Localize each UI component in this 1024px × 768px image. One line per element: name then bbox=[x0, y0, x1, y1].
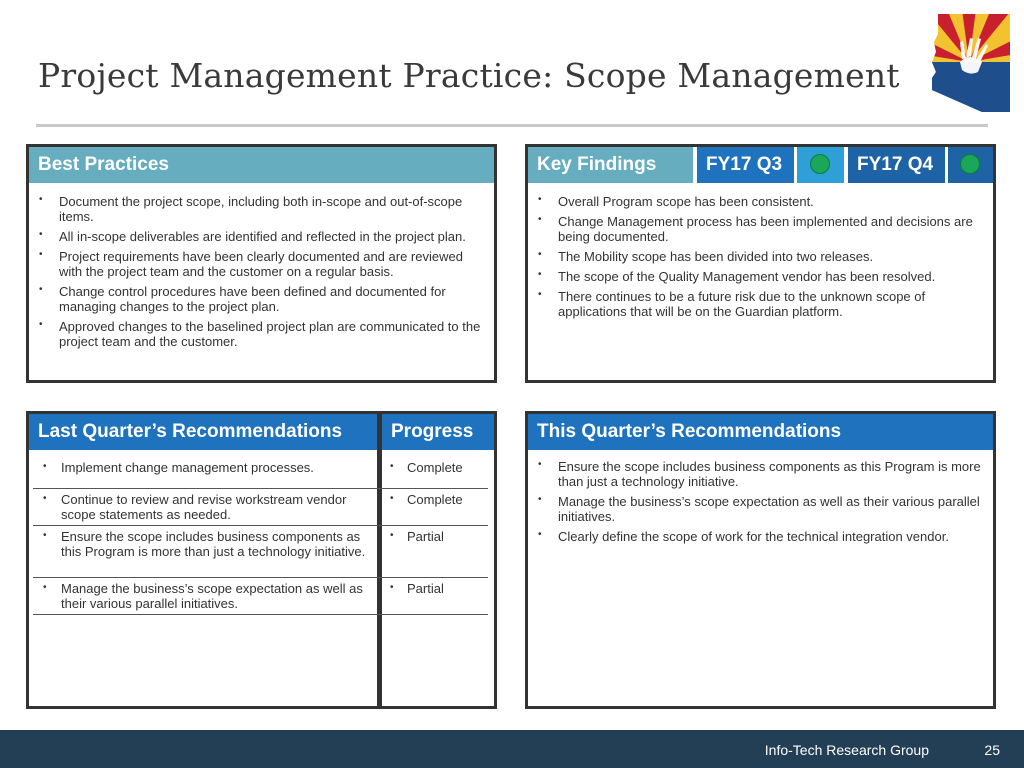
recommendation-text: Implement change management processes. bbox=[61, 460, 314, 475]
list-item: • Ensure the scope includes business components as this Program is more than just a technology initiative. bbox=[530, 459, 990, 489]
fy17-q4-label: FY17 Q4 bbox=[848, 147, 945, 183]
recommendation-text: Ensure the scope includes business components as this Program is more than just a technology initiative. bbox=[61, 528, 366, 559]
progress-status: Partial bbox=[407, 528, 444, 544]
this-quarter-list bbox=[530, 459, 990, 549]
progress-heading: Progress bbox=[382, 414, 494, 450]
list-item: • The scope of the Quality Management vendor has been resolved. bbox=[530, 269, 985, 284]
footer-bar bbox=[0, 730, 1024, 768]
table-row: • Ensure the scope includes business components as this Program is more than just a technology initiative. • Partial bbox=[33, 525, 488, 577]
table-row: • Continue to review and revise workstream vendor scope statements as needed. • Complete bbox=[33, 488, 488, 525]
best-practices-panel bbox=[26, 144, 497, 383]
list-item: • Manage the business’s scope expectation as well as their various parallel initiatives. bbox=[530, 494, 990, 524]
list-item: • Document the project scope, including both in-scope and out-of-scope items. bbox=[31, 194, 489, 224]
last-quarter-heading: Last Quarter’s Recommendations bbox=[29, 414, 377, 450]
arizona-logo-icon bbox=[926, 12, 1012, 112]
best-practices-list bbox=[31, 194, 489, 354]
footer-org: Info-Tech Research Group bbox=[764, 742, 929, 758]
progress-status: Partial bbox=[407, 580, 444, 596]
list-item: • Approved changes to the baselined project plan are communicated to the project team and the customer. bbox=[31, 319, 489, 349]
status-green-icon bbox=[810, 154, 830, 174]
recommendation-text: Manage the business’s scope expectation as well as their various parallel initiatives. bbox=[61, 580, 363, 611]
key-findings-panel bbox=[525, 144, 996, 383]
page-number: 25 bbox=[984, 742, 1000, 758]
list-item: • Change control procedures have been defined and documented for managing changes to the project plan. bbox=[31, 284, 489, 314]
list-item: • Overall Program scope has been consistent. bbox=[530, 194, 985, 209]
key-findings-heading: Key Findings bbox=[528, 147, 693, 183]
list-item: • Change Management process has been implemented and decisions are being documented. bbox=[530, 214, 985, 244]
status-green-icon bbox=[960, 154, 980, 174]
page-title: Project Management Practice: Scope Management bbox=[38, 56, 900, 95]
list-item: • The Mobility scope has been divided into two releases. bbox=[530, 249, 985, 264]
list-item: • All in-scope deliverables are identified and reflected in the project plan. bbox=[31, 229, 489, 244]
best-practices-heading: Best Practices bbox=[29, 147, 494, 183]
progress-status: Complete bbox=[407, 491, 463, 507]
this-quarter-panel bbox=[525, 411, 996, 709]
title-divider bbox=[36, 124, 988, 127]
fy17-q3-label: FY17 Q3 bbox=[697, 147, 794, 183]
fy17-q3-status bbox=[797, 147, 844, 183]
progress-status: Complete bbox=[407, 460, 463, 475]
list-item: • Clearly define the scope of work for the technical integration vendor. bbox=[530, 529, 990, 544]
table-row: • Implement change management processes. • Complete bbox=[33, 457, 488, 488]
recommendation-text: Continue to review and revise workstream vendor scope statements as needed. bbox=[61, 491, 347, 522]
fy17-q4-status bbox=[948, 147, 993, 183]
table-row: • Manage the business’s scope expectation as well as their various parallel initiatives. • Partial bbox=[33, 577, 488, 614]
last-quarter-table bbox=[33, 457, 488, 615]
this-quarter-heading: This Quarter’s Recommendations bbox=[528, 414, 993, 450]
list-item: • There continues to be a future risk due to the unknown scope of applications that will be on the Guardian platform. bbox=[530, 289, 985, 319]
list-item: • Project requirements have been clearly documented and are reviewed with the project team and the customer on a regular basis. bbox=[31, 249, 489, 279]
key-findings-list bbox=[530, 194, 985, 324]
last-quarter-panel bbox=[26, 411, 497, 709]
